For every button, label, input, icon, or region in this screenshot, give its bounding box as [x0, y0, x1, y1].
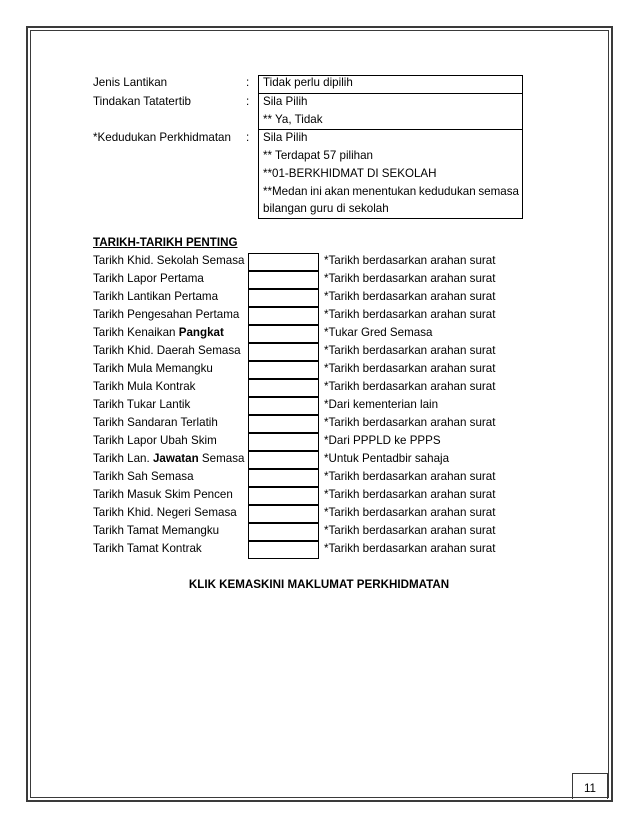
date-row-label: Tarikh Sandaran Terlatih [93, 416, 218, 429]
date-row-note: *Tarikh berdasarkan arahan surat [324, 344, 496, 357]
date-input-cell[interactable] [248, 397, 319, 415]
date-input-cell[interactable] [248, 433, 319, 451]
date-row-label [93, 450, 244, 468]
label-part-bold: Pangkat [178, 326, 224, 339]
date-row-label: Tarikh Khid. Negeri Semasa [93, 506, 237, 519]
date-input-cell[interactable] [248, 505, 319, 523]
date-row-note: *Tukar Gred Semasa [324, 326, 433, 339]
date-row-label: Tarikh Sah Semasa [93, 470, 194, 483]
date-row-label: Tarikh Tamat Memangku [93, 524, 220, 537]
date-row-note: *Tarikh berdasarkan arahan surat [324, 524, 496, 537]
date-row-note: *Tarikh berdasarkan arahan surat [324, 308, 496, 321]
date-input-cell[interactable] [248, 523, 319, 541]
tindakan-tatatertib-line: ** Ya, Tidak [263, 113, 323, 126]
date-row-note: *Tarikh berdasarkan arahan surat [324, 362, 496, 375]
date-row-label: Tarikh Lapor Ubah Skim [93, 434, 217, 447]
date-row-label: Tarikh Tamat Kontrak [93, 542, 202, 555]
date-row-note: *Tarikh berdasarkan arahan surat [324, 470, 496, 483]
label-part: Tarikh Kenaikan [93, 326, 179, 339]
label-part: Semasa [198, 452, 245, 465]
jenis-lantikan-value: Tidak perlu dipilih [263, 76, 353, 89]
date-input-cell[interactable] [248, 307, 319, 325]
date-row-label: Tarikh Pengesahan Pertama [93, 308, 240, 321]
date-row-label: Tarikh Lapor Pertama [93, 272, 204, 285]
date-input-cell[interactable] [248, 361, 319, 379]
date-input-cell[interactable] [248, 487, 319, 505]
section-title-tarikh: TARIKH-TARIKH PENTING [93, 236, 238, 249]
label-part-bold: Jawatan [152, 452, 199, 465]
date-row-note: *Dari kementerian lain [324, 398, 439, 411]
word: **Medan [263, 185, 308, 198]
page-number: 11 [572, 773, 608, 799]
date-row-note: *Tarikh berdasarkan arahan surat [324, 488, 496, 501]
date-row-note: *Tarikh berdasarkan arahan surat [324, 506, 496, 519]
date-input-cell[interactable] [248, 289, 319, 307]
date-row-label: Tarikh Khid. Sekolah Semasa [93, 254, 245, 267]
kedudukan-line: ** Terdapat 57 pilihan [263, 149, 374, 162]
field-label-jenis-lantikan: Jenis Lantikan [93, 76, 168, 89]
kedudukan-line: bilangan guru di sekolah [263, 202, 389, 215]
date-row-note: *Tarikh berdasarkan arahan surat [324, 254, 496, 267]
date-input-cell[interactable] [248, 343, 319, 361]
date-input-cell[interactable] [248, 469, 319, 487]
word: kedudukan [418, 185, 476, 198]
date-row-label: Tarikh Tukar Lantik [93, 398, 191, 411]
date-input-cell[interactable] [248, 253, 319, 271]
date-row-note: *Tarikh berdasarkan arahan surat [324, 290, 496, 303]
date-row-note: *Tarikh berdasarkan arahan surat [324, 542, 496, 555]
word: akan [324, 185, 350, 198]
word: ini [310, 185, 322, 198]
date-row-note: *Dari PPPLD ke PPPS [324, 434, 441, 447]
field-label-tindakan-tatatertib: Tindakan Tatatertib [93, 95, 191, 108]
date-row-label: Tarikh Lantikan Pertama [93, 290, 219, 303]
date-row-label: Tarikh Masuk Skim Pencen [93, 488, 233, 501]
field-colon: : [246, 76, 250, 89]
date-input-cell[interactable] [248, 451, 319, 469]
tindakan-tatatertib-line: Sila Pilih [263, 95, 308, 108]
kedudukan-justified-line [263, 183, 519, 201]
date-input-cell[interactable] [248, 379, 319, 397]
word: semasa [478, 185, 519, 198]
date-row-note: *Untuk Pentadbir sahaja [324, 452, 450, 465]
date-row-label: Tarikh Khid. Daerah Semasa [93, 344, 241, 357]
date-input-cell[interactable] [248, 325, 319, 343]
date-row-label: Tarikh Mula Memangku [93, 362, 213, 375]
field-colon: : [246, 95, 250, 108]
word: menentukan [352, 185, 417, 198]
date-input-cell[interactable] [248, 541, 319, 559]
field-colon: : [246, 131, 250, 144]
kedudukan-line: Sila Pilih [263, 131, 308, 144]
date-row-label [93, 324, 224, 342]
label-part: Tarikh Lan. [93, 452, 153, 465]
date-row-note: *Tarikh berdasarkan arahan surat [324, 272, 496, 285]
kedudukan-line: **01-BERKHIDMAT DI SEKOLAH [263, 167, 437, 180]
kemaskini-action-text: KLIK KEMASKINI MAKLUMAT PERKHIDMATAN [188, 578, 450, 591]
date-row-note: *Tarikh berdasarkan arahan surat [324, 416, 496, 429]
date-row-label: Tarikh Mula Kontrak [93, 380, 196, 393]
field-label-kedudukan-perkhidmatan: *Kedudukan Perkhidmatan [93, 131, 231, 144]
date-input-cell[interactable] [248, 271, 319, 289]
date-row-note: *Tarikh berdasarkan arahan surat [324, 380, 496, 393]
date-input-cell[interactable] [248, 415, 319, 433]
